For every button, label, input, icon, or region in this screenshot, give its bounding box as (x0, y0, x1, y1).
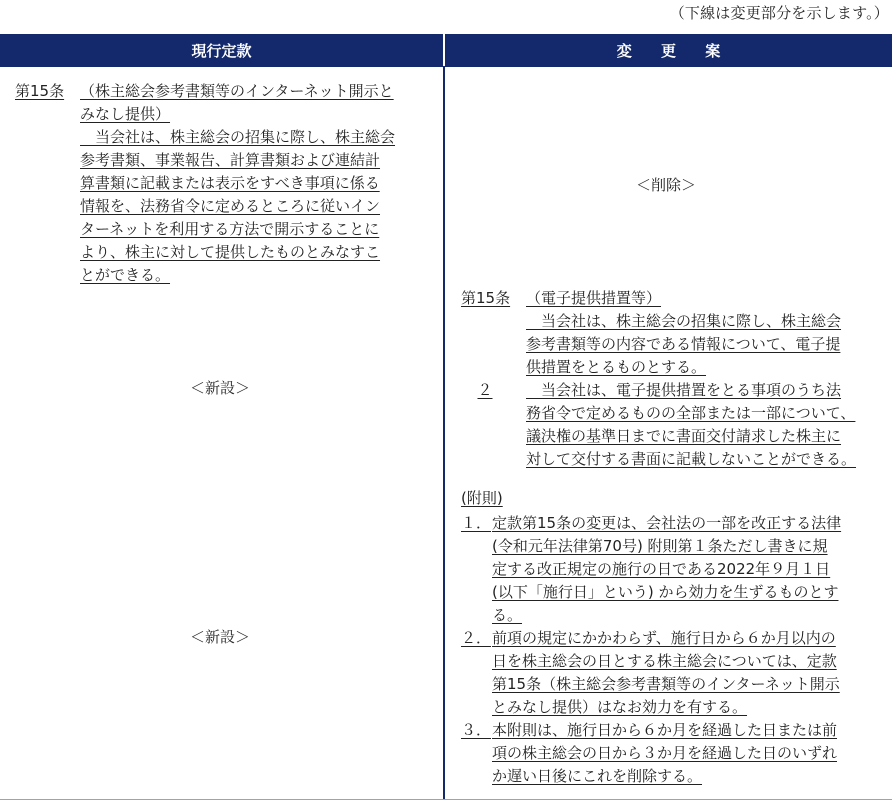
current-title-line-2: みなし提供） (80, 105, 171, 123)
proposed-para2-line-4: 対して交付する書面に記載しないことができる。 (526, 450, 857, 468)
supp-item-2-line-1: 前項の規定にかかわらず、施行日から６か月以内の (492, 629, 836, 647)
table-bottom-border (0, 799, 892, 800)
proposed-para1-line-1: 当会社は、株主総会の招集に際し、株主総会 (526, 312, 842, 330)
column-divider (443, 66, 445, 800)
supp-item-2-line-4: とみなし提供）はなお効力を有する。 (492, 698, 748, 716)
current-new-placeholder-2: ＜新設＞ (190, 628, 251, 646)
change-note: （下線は変更部分を示します。） (669, 4, 889, 22)
header-divider (0, 66, 892, 67)
supp-item-3-line-1: 本附則は、施行日から６か月を経過した日または前 (492, 721, 838, 739)
proposed-para1-line-3: 供措置をとるものとする。 (526, 358, 707, 376)
supp-item-1-line-3: 定する改正規定の施行の日である2022年９月１日 (492, 560, 831, 578)
supp-item-1-line-4: (以下「施行日」という) から効力を生ずるものとす (492, 583, 839, 601)
proposed-deleted-placeholder: ＜削除＞ (636, 176, 697, 194)
proposed-para1-line-2: 参考書類等の内容である情報について、電子提 (526, 335, 841, 353)
proposed-para2-line-3: 議決権の基準日までに書面交付請求した株主に (526, 427, 842, 445)
supp-item-2-line-2: 日を株主総会の日とする株主総会については、定款 (492, 652, 837, 670)
proposed-para2-line-1: 当会社は、電子提供措置をとる事項のうち法 (526, 381, 842, 399)
supp-item-1-line-5: る。 (492, 606, 523, 624)
supp-item-1-line-1: 定款第15条の変更は、会社法の一部を改正する法律 (492, 514, 842, 532)
supp-item-3-line-3: か遅い日後にこれを削除する。 (492, 767, 703, 785)
proposed-para2-number: ２ (477, 381, 493, 399)
current-body-line-1: 当会社は、株主総会の招集に際し、株主総会 (80, 128, 396, 146)
current-article-label: 第15条 (15, 82, 65, 100)
current-new-placeholder-1: ＜新設＞ (190, 379, 251, 397)
supp-item-3-line-2: 項の株主総会の日から３か月を経過した日のいずれ (492, 744, 838, 762)
supp-item-1-line-2: (令和元年法律第70号) 附則第１条ただし書きに規 (492, 537, 828, 555)
proposed-article-title: （電子提供措置等） (526, 289, 662, 307)
header-proposed: 変 更 案 (445, 34, 892, 66)
supp-item-2-number: ２． (461, 629, 492, 647)
current-title-line-1: （株主総会参考書類等のインターネット開示と (80, 82, 394, 100)
current-body-line-2: 参考書類、事業報告、計算書類および連結計 (80, 151, 381, 169)
supp-item-3-number: ３． (461, 721, 492, 739)
current-body-line-7: とができる。 (80, 266, 171, 284)
current-body-line-6: より、株主に対して提供したものとみなすこ (80, 243, 381, 261)
proposed-para2-line-2: 務省令で定めるものの全部または一部について、 (526, 404, 856, 422)
current-body-line-5: ターネットを利用する方法で開示することに (80, 220, 380, 238)
comparison-table (0, 34, 892, 800)
proposed-article-label: 第15条 (461, 289, 511, 307)
header-current: 現行定款 (0, 34, 443, 66)
supp-item-2-line-3: 第15条（株主総会参考書類等のインターネット開示 (492, 675, 840, 693)
current-body-line-3: 算書類に記載または表示をすべき事項に係る (80, 174, 380, 192)
supp-item-1-number: １． (461, 514, 492, 532)
proposed-supplementary-title: (附則) (461, 489, 503, 507)
current-body-line-4: 情報を、法務省令に定めるところに従いイン (80, 197, 381, 215)
